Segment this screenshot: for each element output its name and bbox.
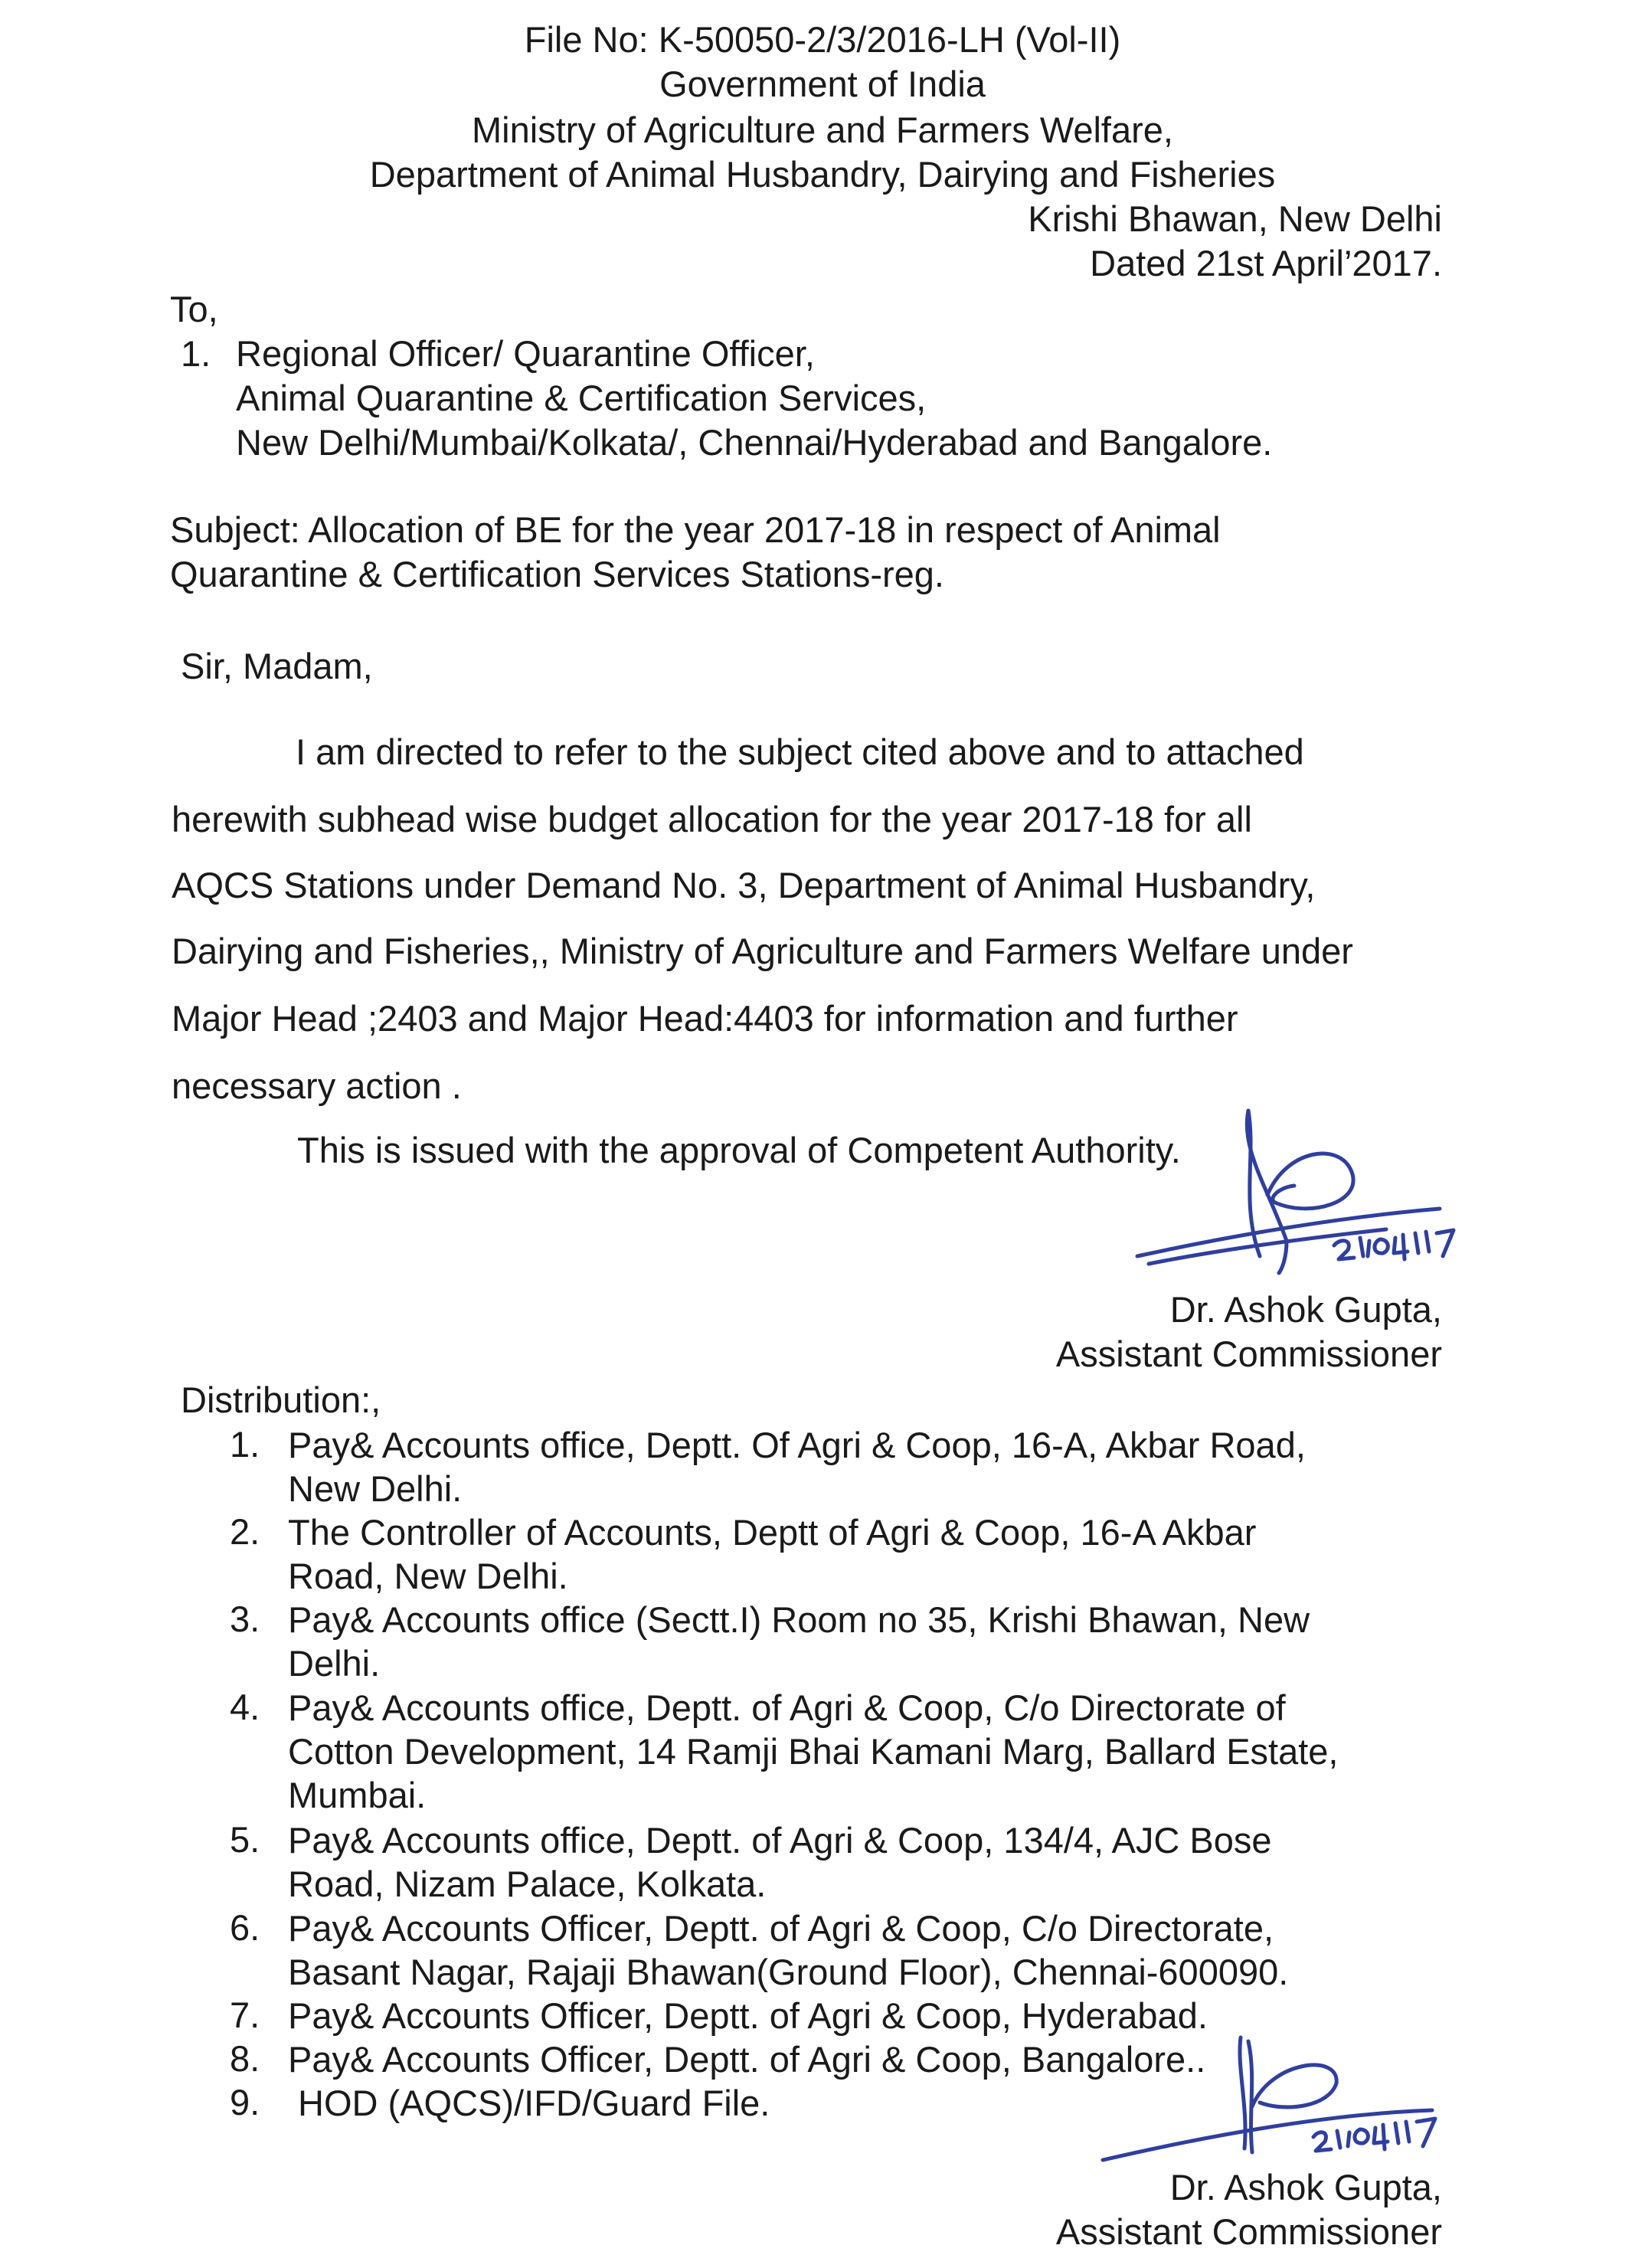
- handwritten-signature: [1133, 1103, 1470, 1279]
- recipient-line: Animal Quarantine & Certification Services,: [236, 378, 927, 418]
- body-line: herewith subhead wise budget allocation for the year 2017-18 for all: [172, 799, 1252, 839]
- distribution-item-line: New Delhi.: [288, 1468, 463, 1509]
- handwritten-signature: [1095, 2022, 1463, 2175]
- distribution-item-line: HOD (AQCS)/IFD/Guard File.: [288, 2083, 770, 2123]
- distribution-item-number: 7.: [230, 1995, 260, 2035]
- distribution-item-line: Pay& Accounts Officer, Deptt. of Agri & Coop, Bangalore..: [288, 2039, 1206, 2080]
- distribution-label: Distribution:,: [181, 1379, 381, 1420]
- distribution-item-line: Pay& Accounts Officer, Deptt. of Agri & Coop, Hyderabad.: [288, 1995, 1208, 2036]
- subject-line: Quarantine & Certification Services Stations-reg.: [170, 554, 944, 594]
- distribution-item-line: Pay& Accounts office (Sectt.I) Room no 35, Krishi Bhawan, New: [288, 1599, 1310, 1640]
- ministry-line: Ministry of Agriculture and Farmers Welfare,: [472, 110, 1173, 150]
- distribution-item-line: Pay& Accounts Officer, Deptt. of Agri & Coop, C/o Directorate,: [288, 1908, 1274, 1949]
- distribution-item-line: Pay& Accounts office, Deptt. of Agri & Coop, C/o Directorate of: [288, 1687, 1286, 1728]
- body-line: AQCS Stations under Demand No. 3, Department of Animal Husbandry,: [172, 865, 1316, 905]
- distribution-item-number: 1.: [230, 1424, 260, 1465]
- distribution-item-line: Basant Nagar, Rajaji Bhawan(Ground Floor), Chennai-600090.: [288, 1952, 1289, 1992]
- government-line: Government of India: [659, 64, 986, 104]
- body-line: necessary action .: [172, 1065, 462, 1106]
- place-line: Krishi Bhawan, New Delhi: [1028, 198, 1442, 239]
- to-label: To,: [170, 289, 218, 329]
- signatory-name: Dr. Ashok Gupta,: [1169, 1289, 1442, 1330]
- distribution-item-number: 6.: [230, 1907, 260, 1948]
- body-line: Dairying and Fisheries,, Ministry of Agriculture and Farmers Welfare under: [172, 931, 1353, 971]
- subject-line: Subject: Allocation of BE for the year 2017-18 in respect of Animal: [170, 509, 1221, 550]
- distribution-item-number: 4.: [230, 1687, 260, 1727]
- distribution-item-line: Road, Nizam Palace, Kolkata.: [288, 1864, 767, 1904]
- date-line: Dated 21st April’2017.: [1090, 243, 1442, 283]
- signatory-designation: Assistant Commissioner: [1055, 1334, 1442, 1374]
- recipient-line: Regional Officer/ Quarantine Officer,: [236, 333, 815, 374]
- distribution-item-line: Mumbai.: [288, 1775, 427, 1815]
- recipient-number: 1.: [181, 333, 211, 374]
- body-line: I am directed to refer to the subject cited above and to attached: [296, 731, 1304, 772]
- salutation: Sir, Madam,: [181, 646, 373, 686]
- distribution-item-number: 8.: [230, 2038, 260, 2079]
- distribution-item-line: Pay& Accounts office, Deptt. of Agri & Coop, 134/4, AJC Bose: [288, 1820, 1272, 1861]
- signatory-designation: Assistant Commissioner: [1055, 2211, 1442, 2252]
- department-line: Department of Animal Husbandry, Dairying and Fisheries: [369, 154, 1276, 195]
- distribution-item-number: 2.: [230, 1511, 260, 1552]
- distribution-item-line: Cotton Development, 14 Ramji Bhai Kamani Marg, Ballard Estate,: [288, 1731, 1339, 1772]
- body-line: Major Head ;2403 and Major Head:4403 for information and further: [172, 998, 1238, 1039]
- distribution-item-line: The Controller of Accounts, Deptt of Agri & Coop, 16-A Akbar: [288, 1512, 1257, 1553]
- signatory-name: Dr. Ashok Gupta,: [1169, 2167, 1442, 2207]
- file-number: File No: K-50050-2/3/2016-LH (Vol-II): [524, 19, 1121, 60]
- distribution-item-number: 3.: [230, 1599, 260, 1639]
- distribution-item-line: Road, New Delhi.: [288, 1556, 568, 1596]
- distribution-item-line: Delhi.: [288, 1643, 381, 1684]
- distribution-item-line: Pay& Accounts office, Deptt. Of Agri & Coop, 16-A, Akbar Road,: [288, 1425, 1306, 1465]
- approval-line: This is issued with the approval of Competent Authority.: [297, 1130, 1181, 1170]
- distribution-item-number: 9.: [230, 2082, 260, 2122]
- recipient-line: New Delhi/Mumbai/Kolkata/, Chennai/Hyderabad and Bangalore.: [236, 422, 1273, 463]
- distribution-item-number: 5.: [230, 1819, 260, 1860]
